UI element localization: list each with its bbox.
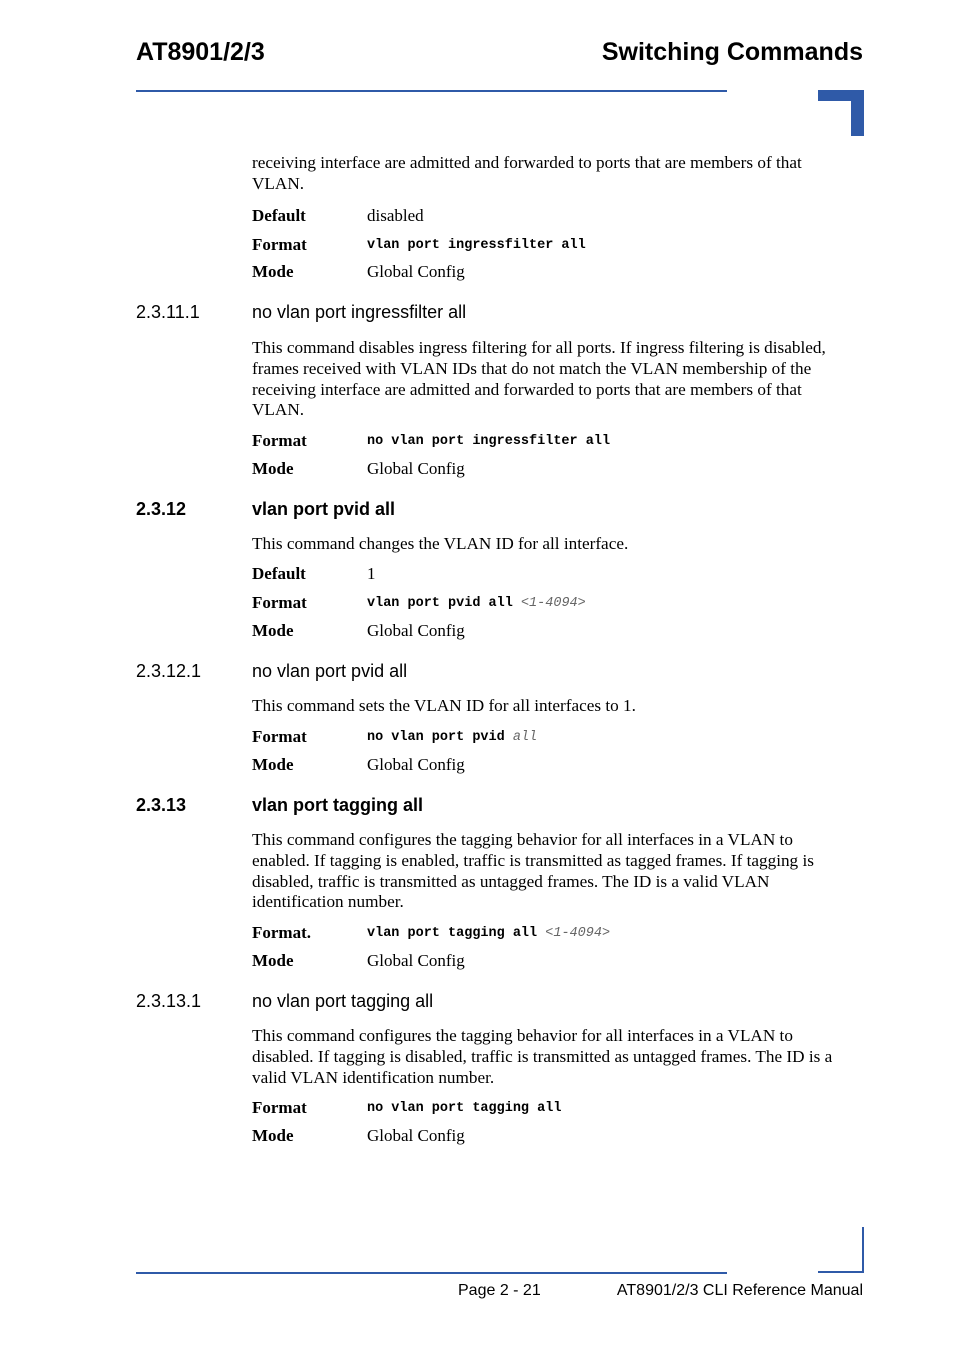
intro-format-label: Format: [252, 235, 307, 254]
section-paragraph: This command configures the tagging behavior for all interfaces in a VLAN to disabled. If tagging is disabled, traffic is transmitted as untagged frames. The ID is a valid VLAN identification number.: [252, 1026, 833, 1087]
mode-label: Mode: [252, 951, 294, 970]
mode-value: Global Config: [367, 1126, 465, 1145]
intro-paragraph: receiving interface are admitted and forwarded to ports that are members of that VLAN.: [252, 153, 802, 193]
command-text: vlan port pvid all: [367, 596, 513, 611]
format-label: Format: [252, 727, 307, 746]
section-number: 2.3.12.1: [136, 661, 202, 681]
command-argument: <1-4094>: [520, 596, 586, 611]
section-title: no vlan port pvid all: [252, 661, 408, 681]
chapter-title: Switching Commands: [601, 38, 863, 66]
mode-value: Global Config: [367, 951, 465, 970]
section-number: 2.3.11.1: [136, 302, 200, 322]
section-paragraph: This command sets the VLAN ID for all interfaces to 1.: [252, 696, 636, 715]
command-text: no vlan port pvid: [367, 730, 505, 745]
section-title: no vlan port ingressfilter all: [252, 302, 467, 322]
section-paragraph: This command configures the tagging behavior for all interfaces in a VLAN to enabled. If tagging is enabled, traffic is transmitted as tagged frames. If tagging is disabled, traffic is transmitted as untagged frames. The ID is a valid VLAN identification number.: [252, 830, 814, 912]
intro-default-label: Default: [252, 206, 306, 225]
format-command: [367, 434, 610, 449]
format-label: Format: [252, 593, 307, 612]
command-text: no vlan port ingressfilter all: [367, 434, 611, 449]
command-argument: <1-4094>: [545, 926, 611, 941]
command-text: no vlan port tagging all: [367, 1101, 562, 1116]
section-number: 2.3.13: [136, 795, 187, 815]
intro-format-command: [367, 238, 586, 253]
intro-mode-label: Mode: [252, 262, 294, 281]
format-command: [367, 730, 537, 745]
mode-label: Mode: [252, 621, 294, 640]
command-text: vlan port ingressfilter all: [367, 238, 586, 253]
section-title: vlan port pvid all: [252, 499, 396, 519]
mode-label: Mode: [252, 1126, 294, 1145]
footer-corner-mark: [818, 1271, 864, 1273]
section-number: 2.3.12: [136, 499, 187, 519]
header-corner-mark-vertical: [851, 90, 864, 136]
mode-value: Global Config: [367, 755, 465, 774]
page-number: Page 2 - 21: [458, 1282, 541, 1299]
format-command: [367, 926, 610, 941]
footer-corner-mark-vertical: [862, 1227, 864, 1273]
section-paragraph: This command changes the VLAN ID for all interface.: [252, 534, 629, 553]
format-command: [367, 1101, 561, 1116]
format-label: Format: [252, 1098, 307, 1117]
default-label: Default: [252, 564, 306, 583]
mode-value: Global Config: [367, 621, 465, 640]
section-paragraph: This command disables ingress filtering for all ports. If ingress filtering is disabled, frames received with VLAN IDs that do not match the VLAN membership of the receiving interface are admitted and forwarded to ports that are members of that VLAN.: [252, 338, 826, 420]
intro-mode-value: Global Config: [367, 262, 465, 281]
footer-rule: [136, 1272, 727, 1274]
manual-title: AT8901/2/3 CLI Reference Manual: [616, 1282, 863, 1299]
document-title: AT8901/2/3: [136, 38, 265, 66]
intro-default-value: disabled: [367, 206, 424, 225]
section-title: no vlan port tagging all: [252, 991, 434, 1011]
mode-value: Global Config: [367, 459, 465, 478]
section-title: vlan port tagging all: [252, 795, 424, 815]
default-value: 1: [367, 564, 376, 583]
mode-label: Mode: [252, 755, 294, 774]
format-label: Format: [252, 431, 307, 450]
command-text: vlan port tagging all: [367, 926, 538, 941]
section-number: 2.3.13.1: [136, 991, 202, 1011]
mode-label: Mode: [252, 459, 294, 478]
format-command: [367, 596, 586, 611]
command-argument: all: [512, 730, 538, 745]
header-rule: [136, 90, 727, 92]
format-label: Format.: [252, 923, 312, 942]
